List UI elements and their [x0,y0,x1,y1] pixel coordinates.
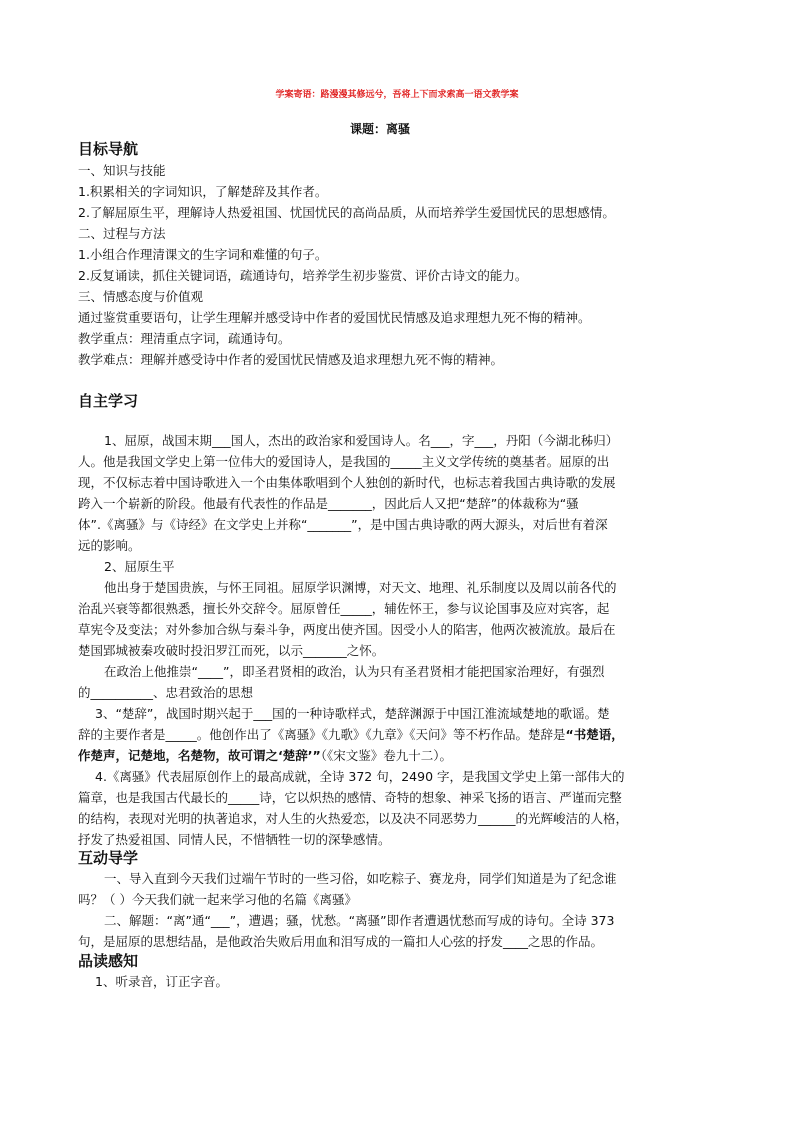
document-title: 学案寄语：路漫漫其修远兮，吾将上下而求索高一语文教学案 [275,90,519,100]
paragraph-line: 现，不仅标志着中国诗歌进入一个由集体歌唱到个人独创的新时代，也标志着我国古典诗歌的发展 [78,475,616,490]
paragraph-line: 二、解题：“离”通“___”，遭遇；骚，忧愁。“离骚”即作者遭遇忧愁而写成的诗句。全诗 373 [104,913,615,928]
paragraph-line: 在政治上他推崇“____”，即圣君贤相的政治，认为只有圣君贤相才能把国家治理好，有强烈 [104,664,605,679]
goals-line: 二、过程与方法 [78,226,166,241]
paragraph-line: 句，是屈原的思想结晶，是他政治失败后用血和泪写成的一篇扣人心弦的抒发____之思的作品。 [78,934,604,949]
paragraph-line: 人。他是我国文学史上第一位伟大的爱国诗人，是我国的_____主义文学传统的奠基者。屈原的出 [78,454,610,469]
paragraph-line: 4.《离骚》代表屈原创作上的最高成就，全诗 372 句，2490 字，是我国文学史上第一部伟大的 [95,769,625,784]
paragraph-line: 一、导入直到今天我们过端午节时的一些习俗，如吃粽子、赛龙舟，同学们知道是为了纪念谁 [104,871,617,886]
paragraph-line: 1、屈原，战国末期___国人，杰出的政治家和爱国诗人。名___，字___，丹阳（今湖北秭归） [104,433,619,448]
goals-line: 一、知识与技能 [78,163,166,178]
goals-line: 1.小组合作理清课文的生字词和难懂的句子。 [78,247,328,262]
paragraph-line: 2、屈原生平 [104,559,175,574]
goals-line: 1.积累相关的字词知识，了解楚辞及其作者。 [78,184,328,199]
paragraph-line: 他出身于楚国贵族，与怀王同祖。屈原学识渊博，对天文、地理、礼乐制度以及周以前各代的 [104,580,617,595]
paragraph-line [78,724,718,745]
goals-heading: 目标导航 [78,140,139,158]
interactive-heading: 互动导学 [78,849,139,867]
paragraph-line: 跨入一个崭新的阶段。他最有代表性的作品是_______，因此后人又把“楚辞”的体裁称为“骚 [78,496,579,511]
paragraph-line [78,745,718,766]
reading-heading: 品读感知 [78,952,139,970]
lesson-subject: 课题：离骚 [349,122,410,136]
paragraph-line: 1、听录音，订正字音。 [95,974,228,989]
paragraph-line: 远的影响。 [78,538,141,553]
goals-line: 2.反复诵读，抓住关键词语，疏通诗句，培养学生初步鉴赏、评价古诗文的能力。 [78,268,528,283]
paragraph-line: 的结构，表现对光明的执著追求，对人生的火热爱恋，以及决不同恶势力______的光辉峻洁的人格， [78,811,629,826]
quote-emphasis: 作楚声，记楚地，名楚物，故可谓之‘楚辞’” [78,748,321,763]
paragraph-line: 草宪令及变法；对外参加合纵与秦斗争，两度出使齐国。因受小人的陷害，他两次被流放。最后在 [78,622,616,637]
citation: （《宋文鉴》卷九十二）。 [320,748,452,763]
key-points-line: 教学重点：理清重点字词，疏通诗句。 [78,331,291,346]
paragraph-line: 篇章，也是我国古代最长的_____诗，它以炽热的感情、奇特的想象、神采飞扬的语言、严谨而完整 [78,790,622,805]
paragraph-line: 3、“楚辞”，战国时期兴起于___国的一种诗歌样式，楚辞渊源于中国江淮流域楚地的歌谣。楚 [95,706,610,721]
difficult-points-line: 教学难点：理解并感受诗中作者的爱国忧民情感及追求理想九死不悔的精神。 [78,352,504,367]
paragraph-line: 治乱兴衰等都很熟悉，擅长外交辞令。屈原曾任_____，辅佐怀王，参与议论国事及应对宾客，起 [78,601,610,616]
paragraph-line: 楚国郢城被秦攻破时投汨罗江而死，以示_______之怀。 [78,643,385,658]
quote-emphasis: “书楚语， [565,727,624,742]
paragraph-line: 抒发了热爱祖国、同情人民，不惜牺牲一切的深挚感情。 [78,832,391,847]
self-study-heading: 自主学习 [78,392,139,410]
goals-line: 三、情感态度与价值观 [78,289,204,304]
paragraph-line: 的__________、忠君致治的思想 [78,685,254,700]
goals-line: 2.了解屈原生平，理解诗人热爱祖国、忧国忧民的高尚品质，从而培养学生爱国忧民的思想感情。 [78,205,615,220]
paragraph-line: 体”.《离骚》与《诗经》在文学史上并称“_______”，是中国古典诗歌的两大源头，对后世有着深 [78,517,608,532]
paragraph-line: 吗？（ ）今天我们就一起来学习他的名篇《离骚》 [78,892,357,907]
goals-line: 通过鉴赏重要语句，让学生理解并感受诗中作者的爱国忧民情感及追求理想九死不悔的精神。 [78,310,591,325]
paragraph-text: 辞的主要作者是_____。他创作出了《离骚》《九歌》《九章》《天问》等不朽作品。楚辞是 [78,727,566,742]
